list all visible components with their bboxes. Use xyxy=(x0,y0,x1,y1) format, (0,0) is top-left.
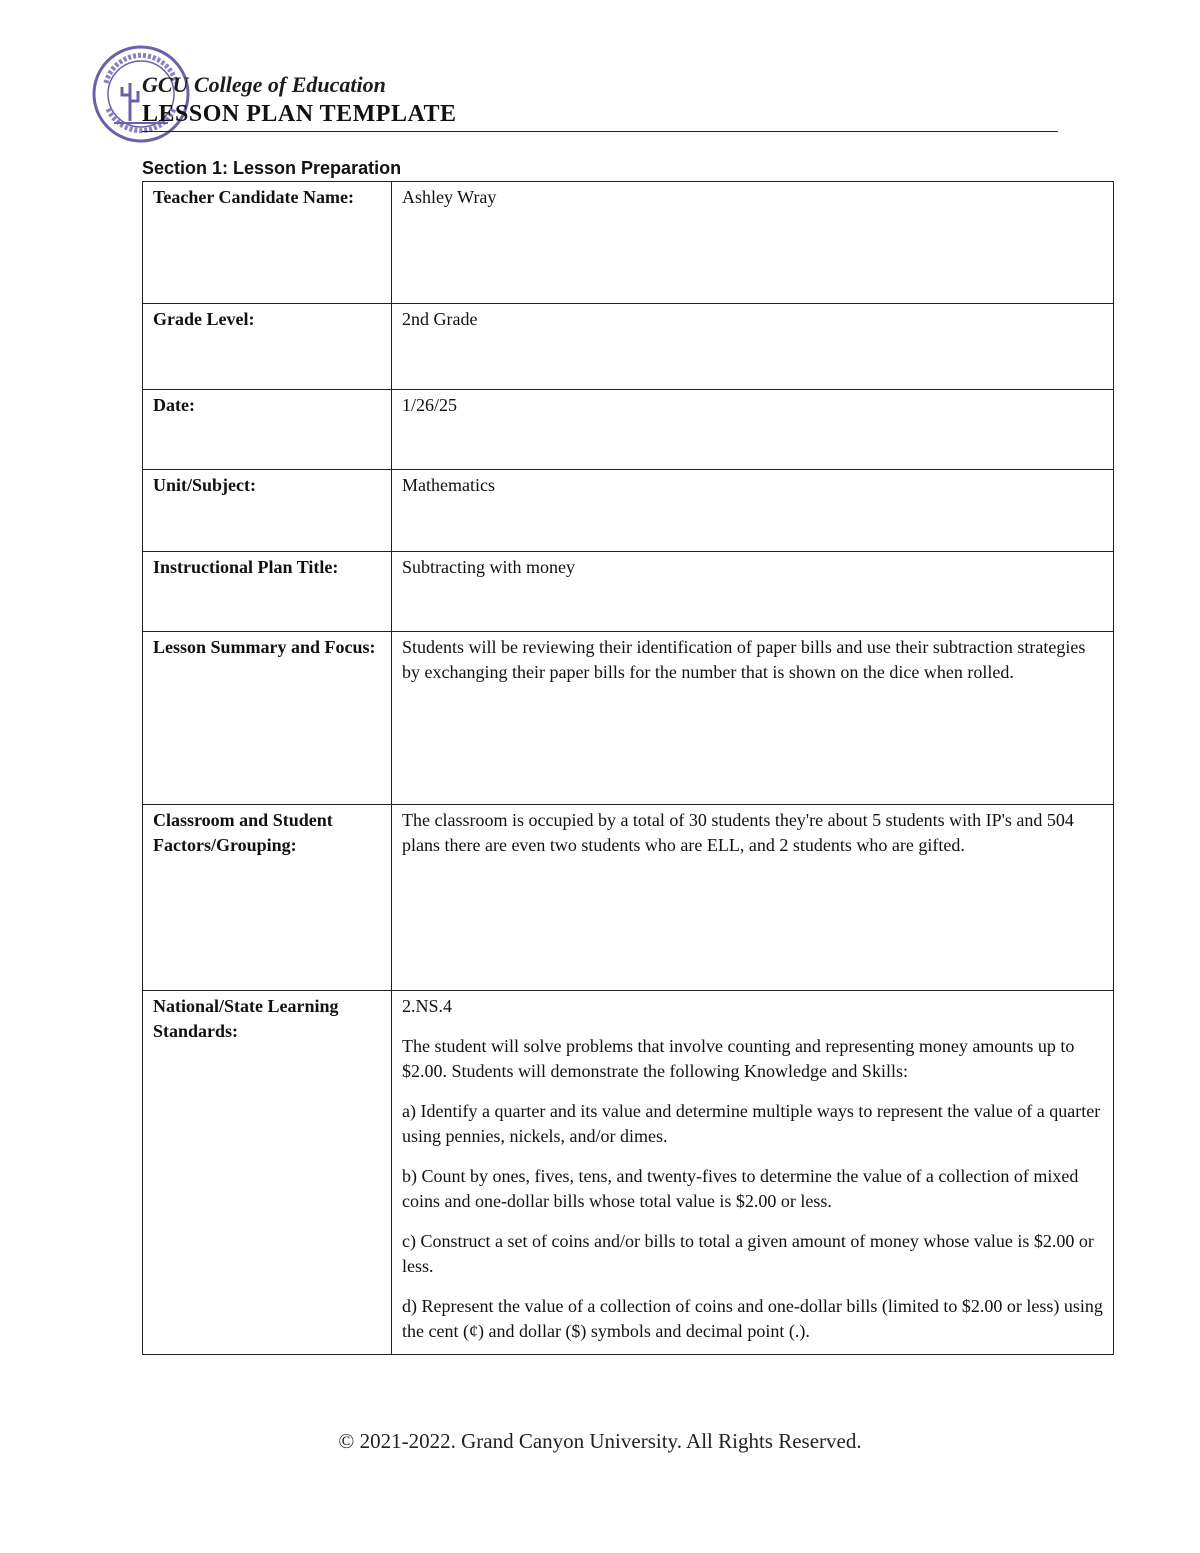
row-value xyxy=(392,632,1114,805)
table-row xyxy=(143,805,1114,991)
row-label: Grade Level: xyxy=(143,304,392,390)
standard-code: 2.NS.4 xyxy=(402,996,453,1016)
table-row xyxy=(143,470,1114,552)
copyright-footer: © 2021-2022. Grand Canyon University. All Rights Reserved. xyxy=(338,1429,862,1453)
row-value xyxy=(392,805,1114,991)
row-label: Teacher Candidate Name: xyxy=(143,182,392,304)
row-value-text: Ashley Wray xyxy=(402,187,497,207)
college-name: GCU College of Education xyxy=(142,72,386,97)
standard-item: c) Construct a set of coins and/or bills to total a given amount of money whose value is $2.00 or less. xyxy=(402,1231,1094,1276)
row-value-text: 2nd Grade xyxy=(402,309,478,329)
header-divider xyxy=(142,131,1058,132)
standard-description: The student will solve problems that involve counting and representing money amounts up to $2.00. Students will demonstrate the following Knowledge and Skills: xyxy=(402,1036,1075,1081)
row-label: Unit/Subject: xyxy=(143,470,392,552)
row-label: Classroom and Student Factors/Grouping: xyxy=(143,805,392,991)
table-row xyxy=(143,552,1114,632)
row-value xyxy=(392,552,1114,632)
table-row xyxy=(143,632,1114,805)
row-value xyxy=(392,304,1114,390)
lesson-plan-table xyxy=(142,181,1114,1355)
table-row xyxy=(143,182,1114,304)
standard-item: b) Count by ones, fives, tens, and twenty-fives to determine the value of a collection of mixed coins and one-dollar bills whose total value is $2.00 or less. xyxy=(402,1166,1079,1211)
row-value-text: 1/26/25 xyxy=(402,395,458,415)
table-row xyxy=(143,390,1114,470)
row-label: Date: xyxy=(143,390,392,470)
row-value-text: The classroom is occupied by a total of 30 students they're about 5 students with IP's and 504 plans there are even two students who are ELL, and 2 students who are gifted. xyxy=(402,810,1074,855)
template-title: LESSON PLAN TEMPLATE xyxy=(142,101,457,127)
table-row xyxy=(143,304,1114,390)
standard-item: a) Identify a quarter and its value and determine multiple ways to represent the value of a quarter using pennies, nickels, and/or dimes. xyxy=(402,1101,1101,1146)
row-value xyxy=(392,470,1114,552)
row-value xyxy=(392,390,1114,470)
row-label: Instructional Plan Title: xyxy=(143,552,392,632)
row-label: National/State Learning Standards: xyxy=(143,991,392,1355)
row-value xyxy=(392,991,1114,1355)
row-value xyxy=(392,182,1114,304)
section-heading: Section 1: Lesson Preparation xyxy=(142,158,402,178)
row-label: Lesson Summary and Focus: xyxy=(143,632,392,805)
table-row xyxy=(143,991,1114,1355)
row-value-text: Mathematics xyxy=(402,475,495,495)
row-value-text: Subtracting with money xyxy=(402,557,575,577)
standard-item: d) Represent the value of a collection of coins and one-dollar bills (limited to $2.00 or less) using the cent (¢) and dollar ($) symbols and decimal point (.). xyxy=(402,1296,1103,1341)
row-value-text: Students will be reviewing their identification of paper bills and use their subtraction strategies by exchanging their paper bills for the number that is shown on the dice when rolled. xyxy=(402,637,1086,682)
